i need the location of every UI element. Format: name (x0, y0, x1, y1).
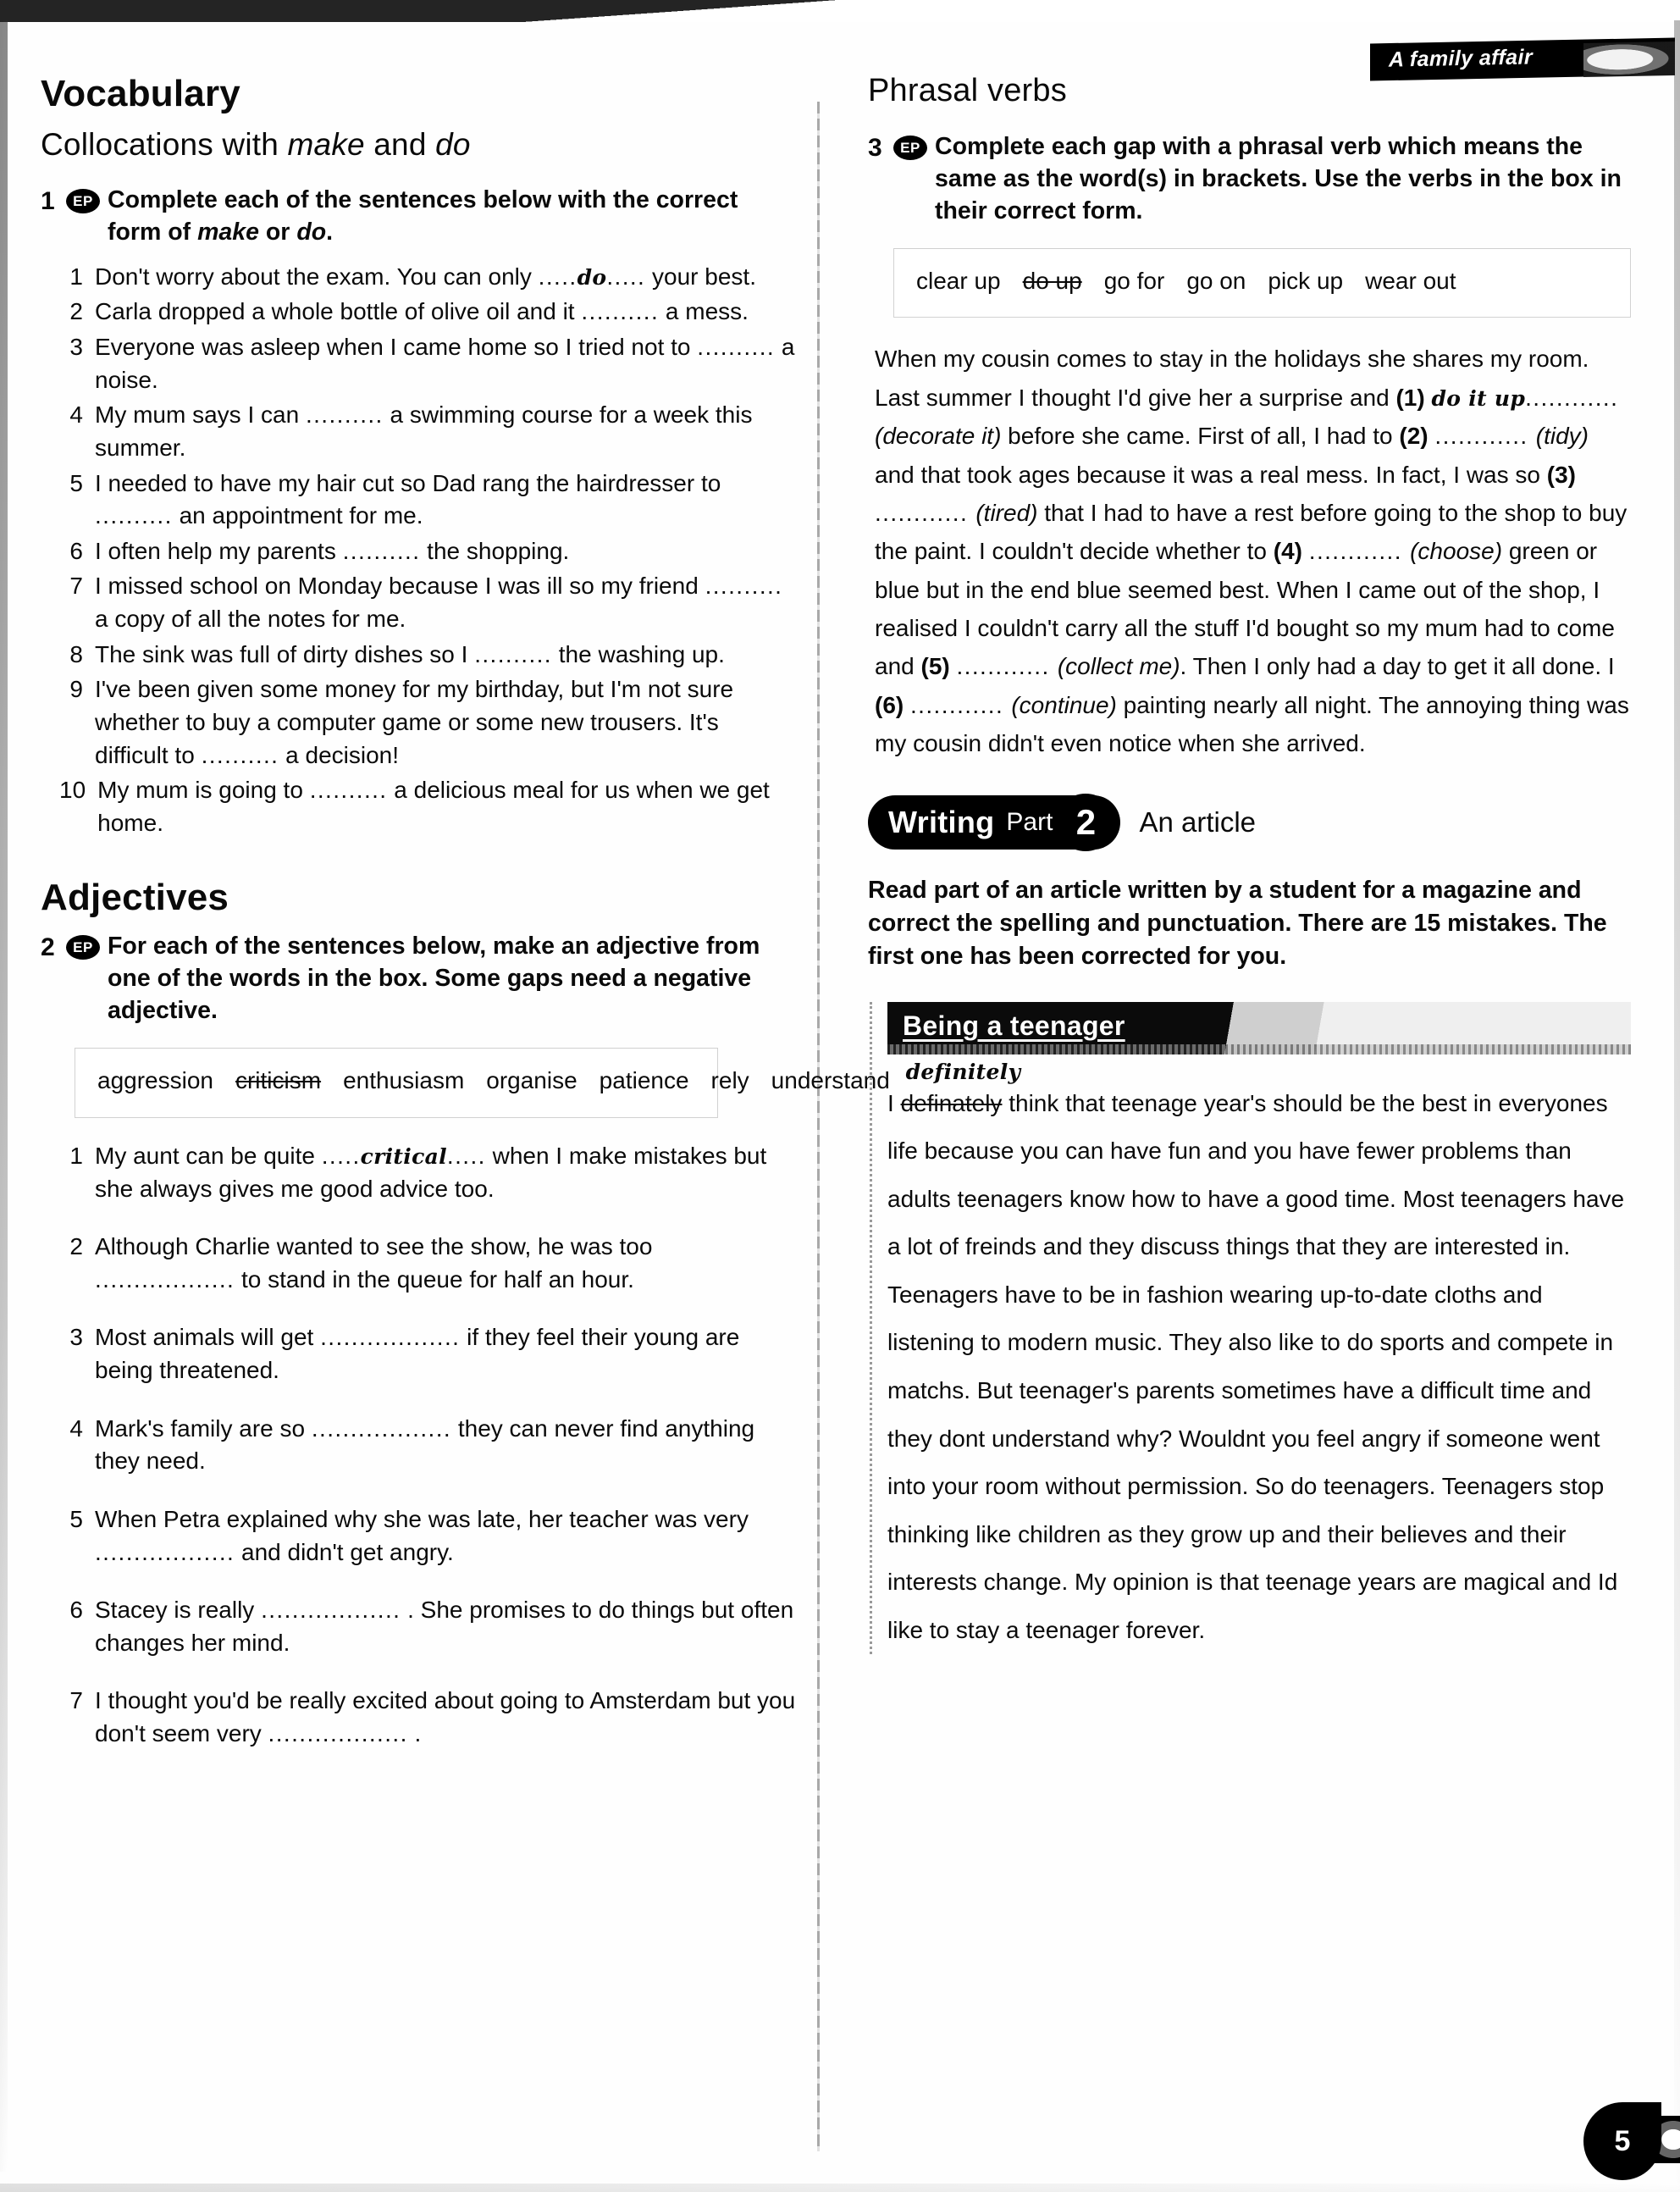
item-text (95, 639, 797, 672)
list-item (59, 673, 797, 772)
list-item (59, 1503, 797, 1569)
exercise-3-cloze-paragraph (875, 340, 1631, 762)
item-text-after-gap: the shopping. (420, 537, 570, 564)
item-text-before-gap: Carla dropped a whole bottle of olive oil and it (95, 298, 582, 325)
item-number: 7 (69, 573, 83, 600)
cloze-cue: (continue) (1011, 691, 1117, 718)
cloze-gap-number: (6) (875, 691, 910, 718)
article-text-start: I (887, 1089, 901, 1116)
list-item (59, 399, 797, 464)
gap-dots: ..... (446, 1142, 486, 1169)
item-number: 1 (69, 1142, 83, 1169)
list-item (59, 331, 797, 396)
word-box-item[interactable]: clear up (916, 267, 1001, 294)
article-correction (900, 1059, 1021, 1128)
item-number: 3 (69, 334, 83, 361)
answer-gap[interactable]: ............ (1525, 384, 1619, 411)
item-text (95, 570, 797, 635)
writing-task-type: An article (1139, 806, 1257, 839)
item-text-before-gap: Everyone was asleep when I came home so I tried not to (95, 334, 698, 361)
item-text-before-gap: Don't worry about the exam. You can only (95, 263, 539, 290)
item-number: 6 (69, 537, 83, 564)
answer-gap[interactable]: ............ (910, 691, 1012, 718)
part-number-badge: 2 (1058, 795, 1114, 850)
cloze-text: and that took ages because it was a real mess. In fact, I was so (875, 461, 1547, 488)
item-number: 5 (69, 469, 83, 496)
item-text-before-gap: I thought you'd be really excited about going to Amsterdam but you don't seem very (95, 1687, 796, 1746)
answer-gap[interactable]: ............ (1434, 423, 1536, 450)
handwritten-answer: do (577, 264, 607, 290)
word-box-item[interactable]: organise (486, 1067, 578, 1094)
item-text (95, 1685, 797, 1750)
collocations-italic-do: do (435, 127, 471, 162)
item-text (95, 261, 797, 294)
cloze-text: . Then I only had a day to get it all done. I (1180, 653, 1615, 680)
item-text-before-gap: My mum is going to (97, 777, 310, 804)
exercise-1-header (41, 185, 797, 249)
list-item (59, 261, 797, 294)
exercise-3-number: 3 (868, 134, 882, 162)
item-text-after-gap: a decision! (279, 741, 399, 768)
item-number: 1 (69, 263, 83, 290)
list-item (59, 1321, 797, 1387)
scan-edge-top (0, 0, 1680, 22)
word-box-item[interactable]: patience (599, 1067, 689, 1094)
scan-edge-bottom (0, 2184, 1680, 2192)
item-text-before-gap: Although Charlie wanted to see the show, he was too (95, 1233, 653, 1260)
gap-dots: ..... (606, 263, 646, 290)
item-text (95, 1140, 797, 1205)
item-text-after-gap: a mess. (659, 298, 749, 325)
article-body (887, 1059, 1631, 1655)
list-item (59, 1413, 797, 1478)
item-text-before-gap: I often help my parents (95, 537, 343, 564)
word-box-item[interactable]: aggression (97, 1067, 213, 1094)
answer-gap[interactable]: .......... (342, 537, 421, 564)
item-text-after-gap: when I make mistakes but she always gives me good advice too. (95, 1142, 767, 1202)
item-text-before-gap: My aunt can be quite (95, 1142, 322, 1169)
item-number: 4 (69, 401, 83, 429)
answer-gap[interactable]: .................. (268, 1720, 408, 1746)
answer-gap[interactable]: .......... (201, 741, 279, 768)
list-item (59, 570, 797, 635)
collocations-mid: and (364, 127, 436, 162)
collocations-pre: Collocations with (41, 127, 288, 162)
item-text-after-gap: a swimming course for a week this summer. (95, 401, 753, 461)
exercise-3-header (868, 131, 1631, 228)
list-item (59, 468, 797, 533)
unit-tab-highlight (1583, 42, 1675, 77)
item-number: 2 (69, 298, 83, 325)
cloze-cue: (tidy) (1535, 423, 1589, 450)
exercise-2-number: 2 (41, 933, 55, 962)
exercise-3-instruction: Complete each gap with a phrasal verb which means the same as the word(s) in brackets. Use the verbs in the box in their correct form. (935, 133, 1622, 224)
cloze-gap-number: (1) (1395, 384, 1432, 411)
unit-tab-label: A family affair (1389, 45, 1533, 72)
item-text-before-gap: Mark's family are so (95, 1414, 312, 1442)
list-item (59, 1594, 797, 1659)
exercise-2-instruction: For each of the sentences below, make an adjective from one of the words in the box. Some gaps need a negative adjective. (108, 933, 760, 1025)
collocations-italic-make: make (287, 127, 365, 162)
item-text (95, 1594, 797, 1659)
item-text-before-gap: Most animals will get (95, 1324, 321, 1351)
cloze-cue: (decorate it) (875, 423, 1002, 450)
item-number: 5 (69, 1505, 83, 1532)
item-text (95, 1321, 797, 1387)
cloze-text: that I had to have a rest before going to the shop to buy the paint. I couldn't decide whether to (875, 499, 1628, 565)
word-box-item[interactable]: wear out (1365, 267, 1456, 294)
cloze-text: When my cousin comes to stay in the holidays she shares my room. Last summer I thought I'd give her a surprise and (875, 346, 1589, 411)
ep-badge-icon: EP (893, 136, 927, 160)
answer-gap[interactable]: ............ (1308, 538, 1411, 565)
answer-gap[interactable]: .......... (705, 573, 783, 600)
item-text-after-gap: your best. (645, 263, 756, 290)
cloze-gap-number: (5) (920, 653, 957, 680)
item-text-after-gap: a delicious meal for us when we get home. (97, 777, 770, 836)
item-text (95, 1503, 797, 1569)
item-text-before-gap: I missed school on Monday because I was ill so my friend (95, 573, 705, 600)
word-box-item[interactable]: go for (1103, 267, 1165, 294)
handwritten-answer: do it up (1431, 385, 1526, 411)
cloze-text: painting nearly all night. The annoying thing was my cousin didn't even notice when she arrived. (875, 691, 1629, 757)
writing-instruction: Read part of an article written by a student for a magazine and correct the spelling and punctuation. There are 15 mistakes. The first one has been corrected for you. (868, 877, 1607, 970)
answer-gap[interactable]: .................. (261, 1597, 401, 1624)
cloze-cue: (tired) (975, 499, 1038, 526)
collocations-subheading (41, 127, 797, 163)
word-box-item[interactable]: enthusiasm (343, 1067, 465, 1094)
list-item (59, 535, 797, 568)
word-box-item[interactable]: go on (1186, 267, 1246, 294)
item-text-after-gap: they can never find anything they need. (95, 1414, 755, 1475)
item-number: 3 (69, 1324, 83, 1351)
item-text-before-gap: The sink was full of dirty dishes so I (95, 640, 475, 667)
scan-edge-left (0, 20, 8, 2172)
item-text (95, 535, 797, 568)
item-text (95, 331, 797, 396)
gap-dots: ..... (538, 263, 578, 290)
exercise-1-italic-do: do (296, 218, 327, 246)
part-label: Part (1006, 808, 1053, 837)
answer-gap[interactable]: .......... (697, 334, 776, 361)
ep-badge-icon: EP (66, 189, 100, 213)
word-box-item-struck[interactable]: criticism (235, 1067, 322, 1094)
article-header-bar (887, 1002, 1631, 1054)
answer-gap[interactable]: .......... (474, 640, 552, 667)
item-text-before-gap: Stacey is really (95, 1597, 262, 1624)
struck-word: definately (900, 1089, 1003, 1116)
list-item (59, 1231, 797, 1296)
writing-part-banner (868, 791, 1631, 854)
item-text-before-gap: I've been given some money for my birthday, but I'm not sure whether to buy a computer game or some new trousers. It's difficult to (95, 676, 734, 768)
item-number: 7 (69, 1687, 83, 1714)
right-column (831, 73, 1656, 2139)
item-text (95, 1231, 797, 1296)
cloze-gap-number: (2) (1399, 423, 1435, 450)
item-text (97, 774, 797, 839)
word-box-item[interactable]: rely (710, 1067, 749, 1094)
word-box-item[interactable]: understand (771, 1067, 890, 1094)
exercise-1-question-list (41, 261, 797, 840)
answer-gap[interactable]: .......... (309, 777, 388, 804)
item-number: 9 (69, 676, 83, 703)
article-card (870, 1002, 1631, 1655)
cloze-text: before she came. First of all, I had to (1001, 423, 1400, 450)
handwritten-answer: critical (360, 1143, 447, 1169)
exercise-2-header (41, 931, 797, 1027)
cloze-cue: (choose) (1410, 538, 1503, 565)
answer-gap[interactable]: .................. (320, 1324, 461, 1351)
two-column-layout (22, 73, 1656, 2139)
handwritten-correction: definitely (905, 1059, 1021, 1084)
answer-gap[interactable]: ............ (875, 499, 976, 526)
item-number: 4 (69, 1414, 83, 1442)
item-text-after-gap: the washing up. (551, 640, 725, 667)
left-column (22, 73, 890, 2139)
cloze-gap-number: (3) (1546, 461, 1576, 488)
article-title: Being a teenager (903, 1010, 1125, 1041)
item-number: 6 (69, 1597, 83, 1624)
item-text (95, 1413, 797, 1478)
item-text (95, 399, 797, 464)
answer-gap[interactable]: .................. (311, 1414, 452, 1442)
list-item (59, 296, 797, 329)
item-text (95, 296, 797, 329)
exercise-3-word-box (893, 248, 1631, 318)
list-item (59, 1140, 797, 1205)
exercise-1-instruction-end: . (326, 218, 334, 246)
vocabulary-heading: Vocabulary (41, 73, 240, 114)
item-text-after-gap: a noise. (95, 334, 795, 393)
exercise-1-instruction-mid: or (258, 218, 297, 246)
cloze-text: green or blue but in the end blue seemed best. When I came out of the shop, I realised I couldn't carry all the stuff I'd bought so my mum had to come and (875, 538, 1615, 680)
adjectives-heading: Adjectives (41, 877, 229, 919)
exercise-1-instruction-pre: Complete each of the sentences below with the correct form of (108, 186, 738, 246)
scan-edge-right (1674, 20, 1680, 2192)
exercise-1-italic-make: make (197, 218, 259, 246)
exercise-1-instruction (108, 185, 797, 249)
item-text-after-gap: to stand in the queue for half an hour. (235, 1265, 634, 1293)
answer-gap[interactable]: .......... (581, 298, 660, 325)
exercise-2-word-box (75, 1048, 890, 1118)
answer-gap[interactable]: ............ (956, 653, 1058, 680)
word-box-item-struck[interactable]: do up (1022, 267, 1082, 294)
answer-gap[interactable]: .................. (95, 1265, 235, 1293)
writing-part-pill (868, 795, 1120, 850)
item-text-before-gap: I needed to have my hair cut so Dad rang the hairdresser to (95, 469, 721, 496)
item-text-after-gap: an appointment for me. (172, 502, 423, 529)
item-text-before-gap: When Petra explained why she was late, her teacher was very (95, 1505, 749, 1532)
gap-dots: ..... (321, 1142, 361, 1169)
phrasal-verbs-heading: Phrasal verbs (868, 73, 1067, 108)
item-number: 10 (59, 777, 86, 804)
list-item (59, 639, 797, 672)
item-text-after-gap: . She promises to do things but often changes her mind. (95, 1597, 794, 1656)
exercise-1-number: 1 (41, 187, 55, 215)
article-text-body: think that teenage year's should be the best in everyones life because you can have fun and you have fewer problems than adults teenagers know how to have a good time. Most teenagers have a lot of freinds and they discuss things that they are interested in. Teenagers have to be in fashion wearing up-to-date cloths and listening to modern music. They also like to do sports and compete in matchs. But teenager's parents sometimes have a difficult time and they dont understand why? Wouldnt you feel angry if someone went into your room without permission. So do teenagers. Teenagers stop thinking like children as they grow up and their believes and their interests change. My opinion is that teenage years are magical and Id like to stay a teenager forever. (887, 1089, 1625, 1643)
word-box-item[interactable]: pick up (1268, 267, 1344, 294)
answer-gap[interactable]: .................. (95, 1538, 235, 1565)
item-number: 8 (69, 640, 83, 667)
list-item (59, 774, 797, 839)
item-text-after-gap: and didn't get angry. (235, 1538, 454, 1565)
answer-gap[interactable]: .......... (95, 502, 173, 529)
page-number: 5 (1583, 2102, 1661, 2180)
writing-label: Writing (888, 805, 995, 840)
list-item (59, 1685, 797, 1750)
item-text-after-gap: if they feel their young are being threatened. (95, 1324, 740, 1383)
item-text (95, 468, 797, 533)
item-text-after-gap: . (407, 1720, 422, 1746)
answer-gap[interactable]: .......... (305, 401, 384, 429)
item-text (95, 673, 797, 772)
item-text-before-gap: My mum says I can (95, 401, 306, 429)
exercise-2-question-list (41, 1140, 797, 1751)
item-text-after-gap: a copy of all the notes for me. (95, 606, 406, 633)
ep-badge-icon: EP (66, 935, 100, 960)
cloze-gap-number: (4) (1273, 538, 1309, 565)
item-number: 2 (69, 1233, 83, 1260)
cloze-cue: (collect me) (1057, 653, 1180, 680)
